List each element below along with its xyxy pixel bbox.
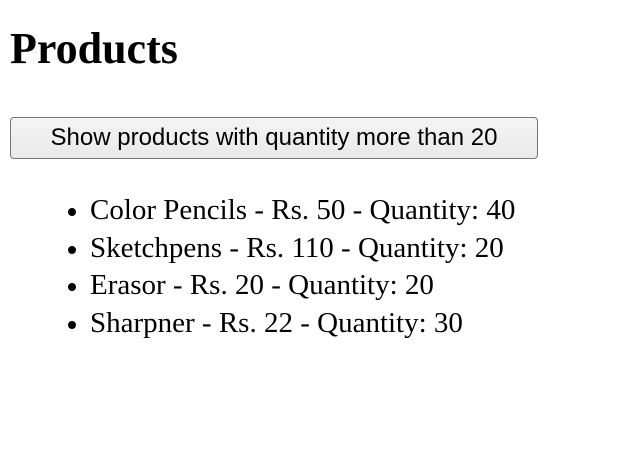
product-list xyxy=(50,192,515,342)
product-list-item: • Sharpner - Rs. 22 - Quantity: 30 xyxy=(90,305,515,343)
page-title: Products xyxy=(10,24,178,73)
product-list-item: • Color Pencils - Rs. 50 - Quantity: 40 xyxy=(90,192,515,230)
filter-quantity-button[interactable]: Show products with quantity more than 20 xyxy=(10,117,538,159)
product-list-item: • Erasor - Rs. 20 - Quantity: 20 xyxy=(90,267,515,305)
product-list-item: • Sketchpens - Rs. 110 - Quantity: 20 xyxy=(90,230,515,268)
